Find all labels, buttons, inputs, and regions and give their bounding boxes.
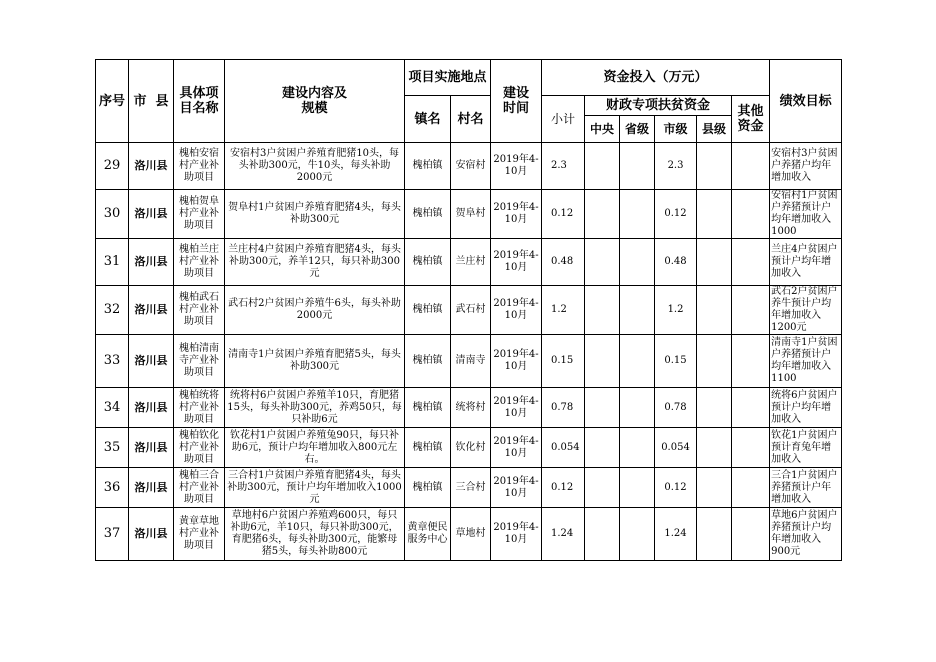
table-row: [96, 286, 842, 335]
row-content: 草地村6户贫困户养殖鸡600只，每只补助6元，羊10只，每只补助300元，育肥猪6头，每头补助300元，能繁母猪5头，每头补助800元: [225, 508, 405, 561]
row-seq: 29: [96, 143, 129, 190]
table-row: [96, 190, 842, 239]
row-village: 武石村: [451, 286, 491, 335]
row-village: 钦化村: [451, 428, 491, 468]
table-row: [96, 388, 842, 428]
header-build-time: [491, 60, 542, 143]
row-subtotal: 1.24: [542, 508, 585, 561]
row-province: [620, 388, 655, 428]
row-performance: 清南寺1户贫困户养猪预计户均年增加收入1100: [770, 335, 842, 388]
row-town: 槐柏镇: [405, 428, 451, 468]
header-project-name: 具体项目名称: [174, 60, 225, 143]
row-town: 黄章便民服务中心: [405, 508, 451, 561]
row-seq: 35: [96, 428, 129, 468]
row-central: [585, 508, 620, 561]
row-province: [620, 508, 655, 561]
header-build-time-text: 建设时间: [503, 86, 530, 116]
row-build-time: 2019年4-10月: [491, 286, 542, 335]
row-village: 安宿村: [451, 143, 491, 190]
row-subtotal: 0.054: [542, 428, 585, 468]
row-build-time: 2019年4-10月: [491, 468, 542, 508]
row-city: 1.2: [655, 286, 697, 335]
header-content: [225, 60, 405, 143]
row-build-time: 2019年4-10月: [491, 239, 542, 286]
row-seq: 37: [96, 508, 129, 561]
row-other: [732, 286, 770, 335]
table-row: [96, 428, 842, 468]
row-province: [620, 428, 655, 468]
header-seq: 序号: [96, 60, 129, 143]
row-county-level: [697, 335, 732, 388]
row-build-time: 2019年4-10月: [491, 428, 542, 468]
row-build-time: 2019年4-10月: [491, 335, 542, 388]
row-county: 洛川县: [129, 190, 174, 239]
row-central: [585, 190, 620, 239]
row-seq: 34: [96, 388, 129, 428]
row-content: 武石村2户贫困户养殖牛6头，每头补助2000元: [225, 286, 405, 335]
row-performance: 钦花1户贫困户预计育兔年增加收入: [770, 428, 842, 468]
row-performance: 安宿村3户贫困户养猪户均年增加收入: [770, 143, 842, 190]
row-province: [620, 468, 655, 508]
row-village: 清南寺: [451, 335, 491, 388]
header-city: 市级: [655, 116, 697, 143]
row-content: 兰庄村4户贫困户养殖育肥猪4头，每头补助300元，养羊12只，每只补助300元: [225, 239, 405, 286]
row-subtotal: 2.3: [542, 143, 585, 190]
row-project-name: 槐柏统将村产业补助项目: [174, 388, 225, 428]
row-village: 贺阜村: [451, 190, 491, 239]
row-seq: 30: [96, 190, 129, 239]
row-build-time: 2019年4-10月: [491, 508, 542, 561]
row-county-level: [697, 508, 732, 561]
row-town: 槐柏镇: [405, 388, 451, 428]
header-county: 市 县: [129, 60, 174, 143]
row-content: 贺阜村1户贫困户养殖育肥猪4头，每头补助300元: [225, 190, 405, 239]
row-county: 洛川县: [129, 508, 174, 561]
header-subtotal: 小计: [542, 96, 585, 143]
row-province: [620, 190, 655, 239]
table-row: [96, 335, 842, 388]
row-subtotal: 0.12: [542, 190, 585, 239]
row-subtotal: 1.2: [542, 286, 585, 335]
row-performance: 兰庄4户贫困户预计户均年增加收入: [770, 239, 842, 286]
row-project-name: 槐柏安宿村产业补助项目: [174, 143, 225, 190]
row-city: 0.12: [655, 468, 697, 508]
row-build-time: 2019年4-10月: [491, 190, 542, 239]
row-province: [620, 143, 655, 190]
row-seq: 33: [96, 335, 129, 388]
header-fiscal: 财政专项扶贫资金: [585, 96, 732, 116]
row-performance: 草地6户贫困户养猪预计户均年增加收入900元: [770, 508, 842, 561]
row-build-time: 2019年4-10月: [491, 388, 542, 428]
row-county-level: [697, 286, 732, 335]
row-project-name: 槐柏三合村产业补助项目: [174, 468, 225, 508]
row-province: [620, 286, 655, 335]
row-village: 草地村: [451, 508, 491, 561]
row-other: [732, 428, 770, 468]
row-seq: 36: [96, 468, 129, 508]
row-county: 洛川县: [129, 143, 174, 190]
row-performance: 三合1户贫困户养猪预计户年增加收入: [770, 468, 842, 508]
row-other: [732, 190, 770, 239]
table-body: [96, 143, 842, 561]
row-county-level: [697, 468, 732, 508]
header-central: 中央: [585, 116, 620, 143]
header-province: 省级: [620, 116, 655, 143]
row-subtotal: 0.78: [542, 388, 585, 428]
row-city: 2.3: [655, 143, 697, 190]
row-county-level: [697, 428, 732, 468]
row-city: 0.12: [655, 190, 697, 239]
row-subtotal: 0.48: [542, 239, 585, 286]
row-project-name: 黄章草地村产业补助项目: [174, 508, 225, 561]
row-city: 0.15: [655, 335, 697, 388]
header-funds: 资金投入（万元）: [542, 60, 770, 96]
row-other: [732, 143, 770, 190]
row-town: 槐柏镇: [405, 286, 451, 335]
row-seq: 31: [96, 239, 129, 286]
row-city: 0.78: [655, 388, 697, 428]
row-other: [732, 335, 770, 388]
table-row: [96, 239, 842, 286]
row-county-level: [697, 239, 732, 286]
header-county-level: 县级: [697, 116, 732, 143]
row-content: 钦花村1户贫困户养殖兔90只，每只补助6元，预计户均年增加收入800元左右。: [225, 428, 405, 468]
row-other: [732, 468, 770, 508]
row-town: 槐柏镇: [405, 190, 451, 239]
row-town: 槐柏镇: [405, 468, 451, 508]
table-row: [96, 508, 842, 561]
row-project-name: 槐柏兰庄村产业补助项目: [174, 239, 225, 286]
header-other-text: 其他资金: [737, 104, 764, 134]
row-county: 洛川县: [129, 468, 174, 508]
header-village: 村名: [451, 96, 491, 143]
table-row: [96, 468, 842, 508]
row-village: 三合村: [451, 468, 491, 508]
row-central: [585, 428, 620, 468]
row-county: 洛川县: [129, 388, 174, 428]
row-project-name: 槐柏清南寺产业补助项目: [174, 335, 225, 388]
row-city: 0.054: [655, 428, 697, 468]
row-city: 1.24: [655, 508, 697, 561]
row-other: [732, 388, 770, 428]
row-county-level: [697, 190, 732, 239]
row-county: 洛川县: [129, 286, 174, 335]
header-performance: 绩效目标: [770, 60, 842, 143]
row-village: 统将村: [451, 388, 491, 428]
header-town: 镇名: [405, 96, 451, 143]
row-content: 清南寺1户贫困户养殖育肥猪5头，每头补助300元: [225, 335, 405, 388]
funding-table: [95, 59, 842, 561]
row-town: 槐柏镇: [405, 143, 451, 190]
row-build-time: 2019年4-10月: [491, 143, 542, 190]
header-location: 项目实施地点: [405, 60, 491, 96]
row-province: [620, 335, 655, 388]
row-county: 洛川县: [129, 335, 174, 388]
row-county-level: [697, 143, 732, 190]
row-county-level: [697, 388, 732, 428]
row-county: 洛川县: [129, 428, 174, 468]
header-content-text: 建设内容及规模: [281, 86, 347, 116]
header-other: [732, 96, 770, 143]
row-central: [585, 286, 620, 335]
row-subtotal: 0.15: [542, 335, 585, 388]
row-seq: 32: [96, 286, 129, 335]
row-content: 统将村6户贫困户养殖羊10只，育肥猪15头，每头补助300元，养鸡50只，每只补助6元: [225, 388, 405, 428]
row-village: 兰庄村: [451, 239, 491, 286]
row-other: [732, 239, 770, 286]
row-central: [585, 388, 620, 428]
row-central: [585, 143, 620, 190]
row-performance: 安宿村1户贫困户养猪预计户均年增加收入1000: [770, 190, 842, 239]
row-subtotal: 0.12: [542, 468, 585, 508]
row-performance: 武石2户贫困户养牛预计户均年增加收入1200元: [770, 286, 842, 335]
row-other: [732, 508, 770, 561]
row-project-name: 槐柏武石村产业补助项目: [174, 286, 225, 335]
table-row: [96, 143, 842, 190]
row-content: 三合村1户贫困户养殖育肥猪4头，每头补助300元，预计户均年增加收入1000元: [225, 468, 405, 508]
row-province: [620, 239, 655, 286]
row-content: 安宿村3户贫困户养殖育肥猪10头，每头补助300元，牛10头，每头补助2000元: [225, 143, 405, 190]
row-project-name: 槐柏贺阜村产业补助项目: [174, 190, 225, 239]
row-project-name: 槐柏钦化村产业补助项目: [174, 428, 225, 468]
row-central: [585, 239, 620, 286]
row-county: 洛川县: [129, 239, 174, 286]
row-town: 槐柏镇: [405, 239, 451, 286]
row-central: [585, 335, 620, 388]
row-city: 0.48: [655, 239, 697, 286]
row-performance: 统将6户贫困户预计户均年增加收入: [770, 388, 842, 428]
row-town: 槐柏镇: [405, 335, 451, 388]
row-central: [585, 468, 620, 508]
